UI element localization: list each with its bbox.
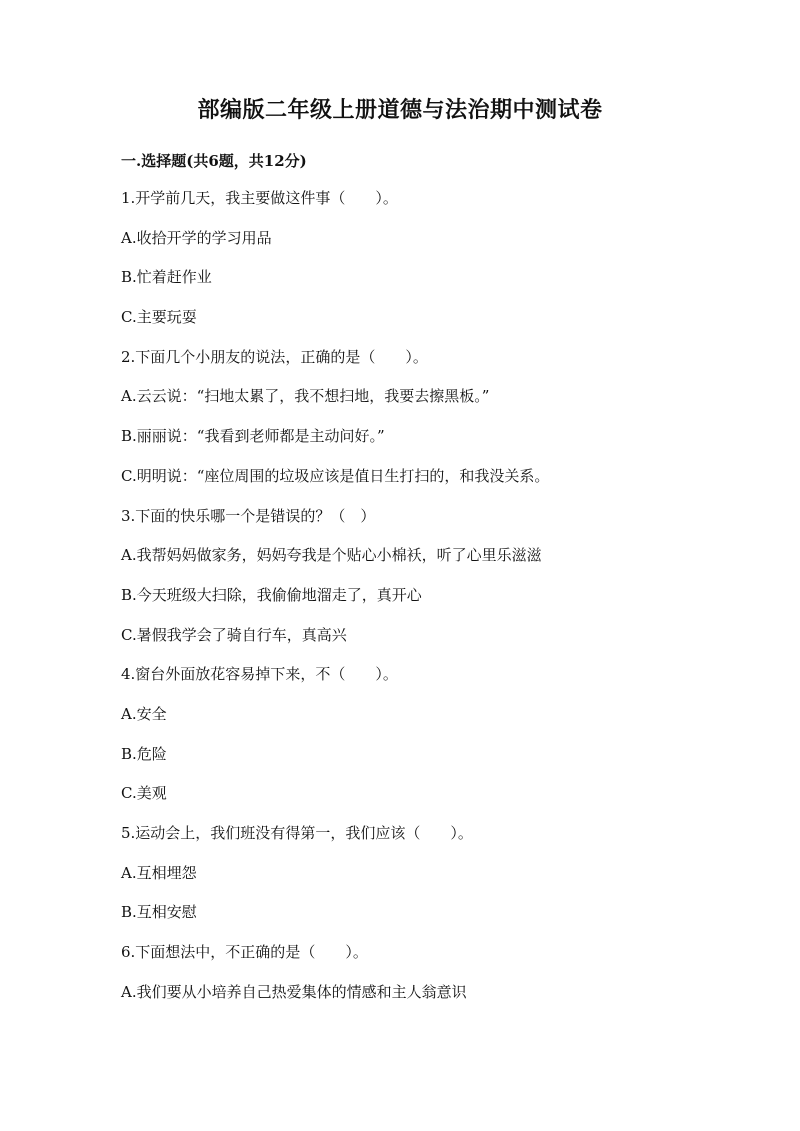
question-4-stem: 4.窗台外面放花容易掉下来，不（ ）。 bbox=[121, 665, 398, 684]
question-6-option-a: A.我们要从小培养自己热爱集体的情感和主人翁意识 bbox=[121, 982, 467, 1001]
question-3-option-a: A.我帮妈妈做家务，妈妈夸我是个贴心小棉袄，听了心里乐滋滋 bbox=[121, 546, 542, 565]
question-list bbox=[121, 186, 721, 1019]
question-5-option-a: A.互相埋怨 bbox=[121, 863, 197, 882]
question-1-stem: 1.开学前几天，我主要做这件事（ ）。 bbox=[121, 189, 398, 207]
section-heading: 一.选择题(共6题，共12分) bbox=[121, 152, 307, 170]
question-2-option-b: B.丽丽说：“我看到老师都是主动问好。” bbox=[121, 427, 385, 446]
question-3-option-b: B.今天班级大扫除，我偷偷地溜走了，真开心 bbox=[121, 585, 422, 604]
question-5-option-b: B.互相安慰 bbox=[121, 903, 197, 922]
question-6-stem: 6.下面想法中，不正确的是（ ）。 bbox=[121, 943, 368, 962]
question-4-option-a: A.安全 bbox=[121, 704, 167, 723]
question-4-option-b: B.危险 bbox=[121, 744, 167, 763]
question-1-option-a: A.收拾开学的学习用品 bbox=[121, 228, 272, 247]
question-2-option-a: A.云云说：“扫地太累了，我不想扫地，我要去擦黑板。” bbox=[121, 387, 490, 406]
question-3-option-c: C.暑假我学会了骑自行车，真高兴 bbox=[121, 625, 347, 644]
question-3-stem: 3.下面的快乐哪一个是错误的？（ ） bbox=[121, 506, 376, 525]
question-2-option-c: C.明明说：“座位周围的垃圾应该是值日生打扫的，和我没关系。 bbox=[121, 466, 550, 485]
question-1-option-c: C.主要玩耍 bbox=[121, 308, 197, 327]
question-4-option-c: C.美观 bbox=[121, 784, 167, 803]
page-title: 部编版二年级上册道德与法治期中测试卷 bbox=[197, 97, 603, 123]
question-2-stem: 2.下面几个小朋友的说法，正确的是（ ）。 bbox=[121, 347, 428, 366]
question-5-stem: 5.运动会上，我们班没有得第一，我们应该（ ）。 bbox=[121, 824, 473, 842]
question-1-option-b: B.忙着赶作业 bbox=[121, 268, 212, 287]
